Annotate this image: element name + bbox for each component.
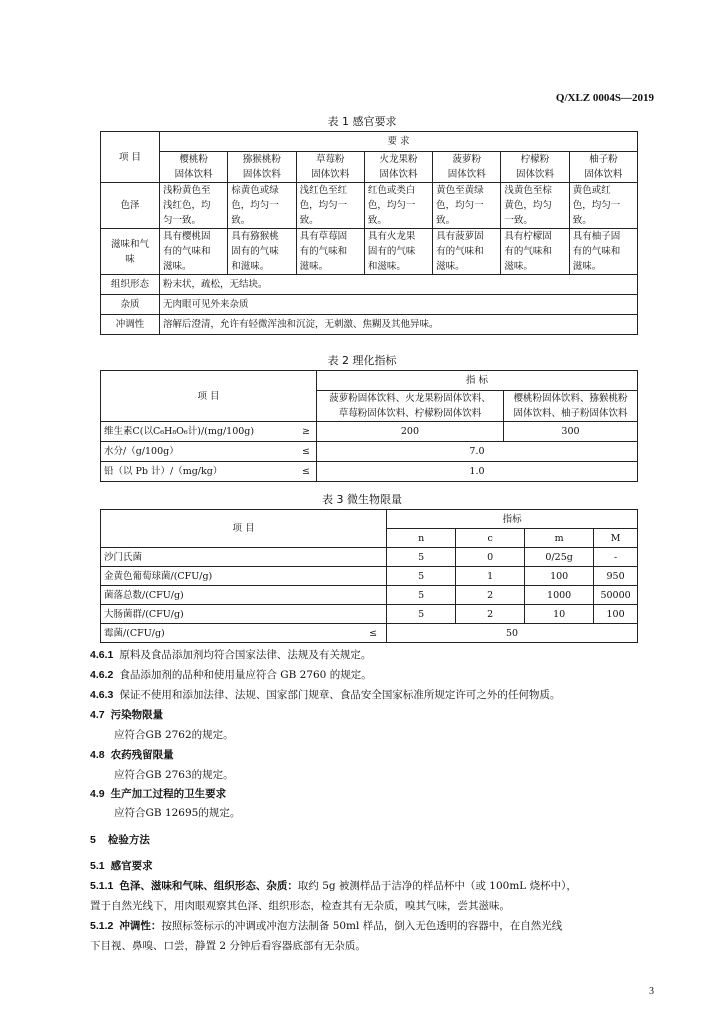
clause-5-1-1: 5.1.1 色泽、滋味和气味、组织形态、杂质：取约 5g 被测样品于洁净的样品杯中（或 100mL 烧杯中）， 置于自然光线下，用肉眼观察其色泽、组织形态，检查其有无杂质，嗅其气味，尝其滋味。 xyxy=(90,880,577,912)
table1-caption: 表 1 感官要求 xyxy=(327,115,397,128)
table-cell: 10 xyxy=(525,605,594,624)
table-cell: 红色或类白 色，均匀一 致。 xyxy=(364,183,432,229)
table-cell: 黄色至黄绿 色，均匀一 致。 xyxy=(433,183,501,229)
row-operator: ≤ xyxy=(296,462,317,482)
table-cell: 具有火龙果 固有的气味 和滋味。 xyxy=(364,229,432,275)
row-label: 维生素C(以C₆H₈O₆计)/(mg/100g) xyxy=(101,422,296,442)
heading-4-7: 4.7 污染物限量 xyxy=(90,709,164,721)
column-header: 菠萝粉 固体饮料 xyxy=(433,152,501,183)
heading-4-8: 4.8 农药残留限量 xyxy=(90,749,174,761)
subheader: M xyxy=(594,529,638,548)
table-cell: 0/25g xyxy=(525,548,594,567)
subheader: c xyxy=(456,529,525,548)
table-cell: 黄色或红 色，均匀一 致。 xyxy=(569,183,637,229)
table-cell: - xyxy=(594,548,638,567)
table-cell: 具有柚子固 有的气味和 滋味。 xyxy=(569,229,637,275)
column-header: 草莓粉 固体饮料 xyxy=(296,152,364,183)
row-label: 水分/（g/100g） xyxy=(101,442,296,462)
table-cell: 5 xyxy=(387,586,456,605)
table-cell: 浅红色至红 色，均匀一 致。 xyxy=(296,183,364,229)
table-cell: 5 xyxy=(387,548,456,567)
table-cell: 具有菠萝固 有的气味和 滋味。 xyxy=(433,229,501,275)
column-header: 柠檬粉 固体饮料 xyxy=(501,152,569,183)
column-header: 樱桃粉 固体饮料 xyxy=(160,152,228,183)
table-cell: 100 xyxy=(594,605,638,624)
row-label: 铅（以 Pb 计）/（mg/kg） xyxy=(101,462,296,482)
text-4-9: 应符合GB 12695的规定。 xyxy=(114,807,241,819)
requirement-header: 要 求 xyxy=(160,132,638,152)
table-cell: 5 xyxy=(387,567,456,586)
row-label: 沙门氏菌 xyxy=(101,548,387,567)
item-header: 项 目 xyxy=(101,132,160,183)
row-label: 大肠菌群/(CFU/g) xyxy=(101,605,387,624)
table-cell: 具有樱桃固 有的气味和 滋味。 xyxy=(160,229,228,275)
table3-caption: 表 3 微生物限量 xyxy=(322,493,402,506)
table-cell: 溶解后澄清，允许有轻微浑浊和沉淀，无刺激、焦糊及其他异味。 xyxy=(160,315,638,335)
item-header: 项 目 xyxy=(101,371,317,422)
row-label-taste: 滋味和气 味 xyxy=(101,229,160,275)
row-label: 冲调性 xyxy=(101,315,160,335)
index-header: 指标 xyxy=(387,510,638,529)
group-header: 菠萝粉固体饮料、火龙果粉固体饮料、 草莓粉固体饮料、柠檬粉固体饮料 xyxy=(316,391,503,422)
table-cell: 50 xyxy=(387,624,638,643)
table-cell: 浅黄色至棕 黄色，均匀 一致。 xyxy=(501,183,569,229)
table-cell: 1 xyxy=(456,567,525,586)
heading-4-9: 4.9 生产加工过程的卫生要求 xyxy=(90,788,227,800)
table-cell: 7.0 xyxy=(316,442,637,462)
microbial-table xyxy=(100,509,638,643)
row-label-color: 色泽 xyxy=(101,183,160,229)
group-header: 樱桃粉固体饮料、猕猴桃粉 固体饮料、柚子粉固体饮料 xyxy=(503,391,637,422)
row-label: 组织形态 xyxy=(101,275,160,295)
sensory-table xyxy=(100,131,638,335)
table-cell: 200 xyxy=(316,422,503,442)
table-cell: 1000 xyxy=(525,586,594,605)
table-cell: 5 xyxy=(387,605,456,624)
table-cell: 2 xyxy=(456,586,525,605)
table-cell: 1.0 xyxy=(316,462,637,482)
table-cell: 100 xyxy=(525,567,594,586)
table-cell: 具有猕猴桃 固有的气味 和滋味。 xyxy=(228,229,296,275)
table-cell: 浅粉黄色至 浅红色，均 匀一致。 xyxy=(160,183,228,229)
table-cell: 具有草莓固 有的气味和 滋味。 xyxy=(296,229,364,275)
column-header: 火龙果粉 固体饮料 xyxy=(364,152,432,183)
row-operator: ≤ xyxy=(360,624,387,643)
heading-5-1: 5.1 感官要求 xyxy=(90,860,153,872)
table-cell: 0 xyxy=(456,548,525,567)
document-code: Q/XLZ 0004S—2019 xyxy=(555,92,654,104)
subheader: m xyxy=(525,529,594,548)
column-header: 柚子粉 固体饮料 xyxy=(569,152,637,183)
row-label: 金黄色葡萄球菌/(CFU/g) xyxy=(101,567,387,586)
table-cell: 950 xyxy=(594,567,638,586)
table-cell: 具有柠檬固 有的气味和 滋味。 xyxy=(501,229,569,275)
physicochemical-table xyxy=(100,370,638,482)
page-number: 3 xyxy=(649,986,654,997)
table-cell: 300 xyxy=(503,422,637,442)
text-4-7: 应符合GB 2762的规定。 xyxy=(114,729,234,741)
item-header: 项 目 xyxy=(101,510,387,548)
row-operator: ≥ xyxy=(296,422,317,442)
clause-5-1-2: 5.1.2 冲调性：按照标签标示的冲调或冲泡方法制备 50ml 样品，倒入无色透明的容器中，在自然光线 下目视、鼻嗅、口尝，静置 2 分钟后看容器底部有无杂质。 xyxy=(90,920,563,952)
text-4-8: 应符合GB 2763的规定。 xyxy=(114,769,234,781)
row-label: 杂质 xyxy=(101,295,160,315)
column-header: 猕猴桃粉 固体饮料 xyxy=(228,152,296,183)
table-cell: 2 xyxy=(456,605,525,624)
index-header: 指 标 xyxy=(316,371,637,391)
table-cell: 粉末状，疏松，无结块。 xyxy=(160,275,638,295)
clause-4-6-2: 4.6.2 食品添加剂的品种和使用量应符合 GB 2760 的规定。 xyxy=(90,669,372,681)
table2-caption: 表 2 理化指标 xyxy=(327,354,397,367)
row-operator: ≤ xyxy=(296,442,317,462)
subheader: n xyxy=(387,529,456,548)
row-label: 菌落总数/(CFU/g) xyxy=(101,586,387,605)
clause-4-6-1: 4.6.1 原料及食品添加剂均符合国家法律、法规及有关规定。 xyxy=(90,649,372,661)
row-label: 霉菌/(CFU/g) xyxy=(101,624,361,643)
table-cell: 50000 xyxy=(594,586,638,605)
table-cell: 棕黄色或绿 色，均匀一 致。 xyxy=(228,183,296,229)
clause-4-6-3: 4.6.3 保证不使用和添加法律、法规、国家部门规章、食品安全国家标准所规定许可之外的任何物质。 xyxy=(90,689,561,701)
heading-5: 5 检验方法 xyxy=(90,834,150,846)
table-cell: 无肉眼可见外来杂质 xyxy=(160,295,638,315)
